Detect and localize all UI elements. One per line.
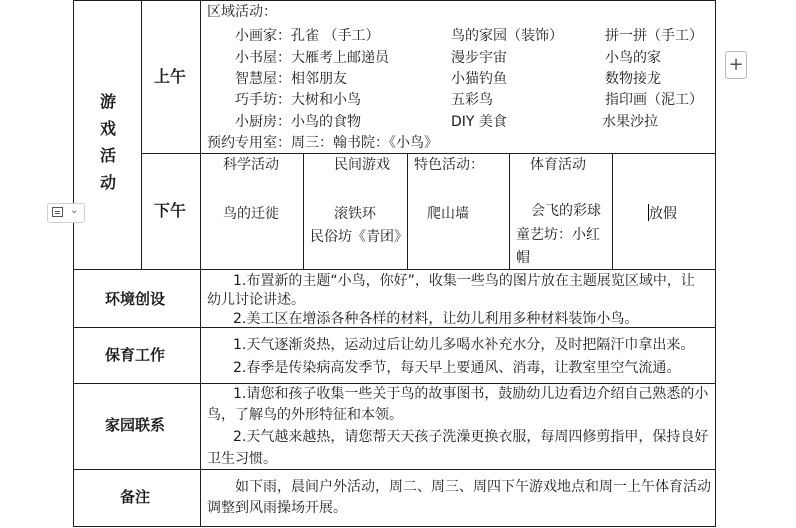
home-contact-text: 卫生习惯。	[207, 451, 277, 467]
notes-text: 如下雨，晨间户外活动，周二、周三、周四下午游戏地点和周一上午体育活动	[235, 479, 711, 495]
table-border	[715, 0, 716, 527]
folk-content: 滚铁环	[334, 206, 376, 222]
home-contact-text: 2.天气越来越热，请您帮天天孩子洗澡更换衣服，每周四修剪指甲，保持良好	[233, 429, 709, 445]
zone-item: 小厨房：小鸟的食物	[235, 114, 361, 130]
reservation-text: 预约专用室：周三：翰书院：《小鸟》	[207, 135, 438, 151]
zone-item: 小鸟的家	[605, 50, 661, 66]
zone-item: 鸟的家园（装饰）	[451, 28, 563, 44]
environment-text: 2.美工区在增添各种各样的材料，让幼儿利用多种材料装饰小鸟。	[233, 311, 639, 327]
zone-header: 区域活动：	[207, 4, 277, 20]
sports-content: 会飞的彩球	[531, 203, 601, 219]
folk-header: 民间游戏	[334, 157, 390, 173]
folk-content: 民俗坊《青团》	[310, 229, 408, 245]
table-border	[73, 383, 716, 384]
home-contact-text: 1.请您和孩子收集一些关于鸟的故事图书，鼓励幼儿边看边介绍自己熟悉的小	[233, 386, 709, 402]
care-text: 2.春季是传染病高发季节，每天早上要通风、消毒，让教室里空气流通。	[233, 360, 681, 376]
science-content: 鸟的迁徙	[223, 206, 279, 222]
home-contact-text: 鸟，了解鸟的外形特征和本领。	[207, 407, 403, 423]
table-border	[73, 469, 716, 470]
table-border	[509, 153, 510, 269]
sports-content: 童艺坊：小红	[516, 227, 600, 243]
zone-item: 巧手坊：大树和小鸟	[235, 92, 361, 108]
zone-item: 指印画（泥工）	[605, 92, 703, 108]
zone-item: 拼一拼（手工）	[605, 28, 703, 44]
table-border	[303, 153, 304, 269]
zone-item: 小画家：孔雀 （手工）	[235, 28, 380, 44]
sports-header: 体育活动	[530, 157, 586, 173]
home-contact-label: 家园联系	[105, 416, 166, 434]
table-border	[73, 0, 716, 1]
holiday-text[interactable]: 放假	[649, 206, 677, 222]
chevron-down-icon: ⌄	[70, 205, 79, 216]
table-handle-button[interactable]	[47, 203, 85, 223]
sports-content: 帽	[516, 250, 530, 266]
zone-item: 水果沙拉	[602, 114, 658, 130]
table-border	[612, 153, 613, 269]
zone-item: 小猫钓鱼	[451, 71, 507, 87]
science-header: 科学活动	[223, 157, 279, 173]
table-border	[73, 526, 716, 527]
care-text: 1.天气逐渐炎热，运动过后让幼儿多喝水补充水分，及时把隔汗巾拿出来。	[233, 337, 695, 353]
add-column-button[interactable]: +	[725, 51, 747, 79]
zone-item: 小书屋：大雁考上邮递员	[235, 50, 389, 66]
zone-item: 漫步宇宙	[451, 50, 507, 66]
table-border	[141, 153, 716, 154]
morning-label: 上午	[154, 67, 187, 86]
table-border	[141, 0, 142, 269]
table-border	[73, 269, 716, 270]
zone-item: DIY 美食	[451, 114, 507, 130]
table-menu-icon	[52, 207, 63, 217]
zone-item: 智慧屋：相邻朋友	[235, 71, 347, 87]
table-border	[200, 0, 201, 527]
feature-header: 特色活动：	[414, 157, 484, 173]
game-activity-label: 游 戏 活 动	[99, 92, 116, 192]
notes-text: 调整到风雨操场开展。	[207, 500, 347, 516]
feature-content: 爬山墙	[427, 206, 469, 222]
environment-text: 幼儿讨论讲述。	[207, 292, 305, 308]
afternoon-label: 下午	[154, 201, 187, 220]
zone-item: 数物接龙	[605, 71, 661, 87]
table-border	[407, 153, 408, 269]
table-border	[73, 0, 74, 527]
environment-text: 1.布置新的主题“小鸟，你好”，收集一些鸟的图片放在主题展览区域中，让	[233, 273, 695, 289]
zone-item: 五彩鸟	[451, 92, 493, 108]
notes-label: 备注	[120, 488, 151, 506]
care-label: 保育工作	[105, 346, 166, 364]
table-border	[73, 327, 716, 328]
environment-label: 环境创设	[105, 290, 166, 308]
